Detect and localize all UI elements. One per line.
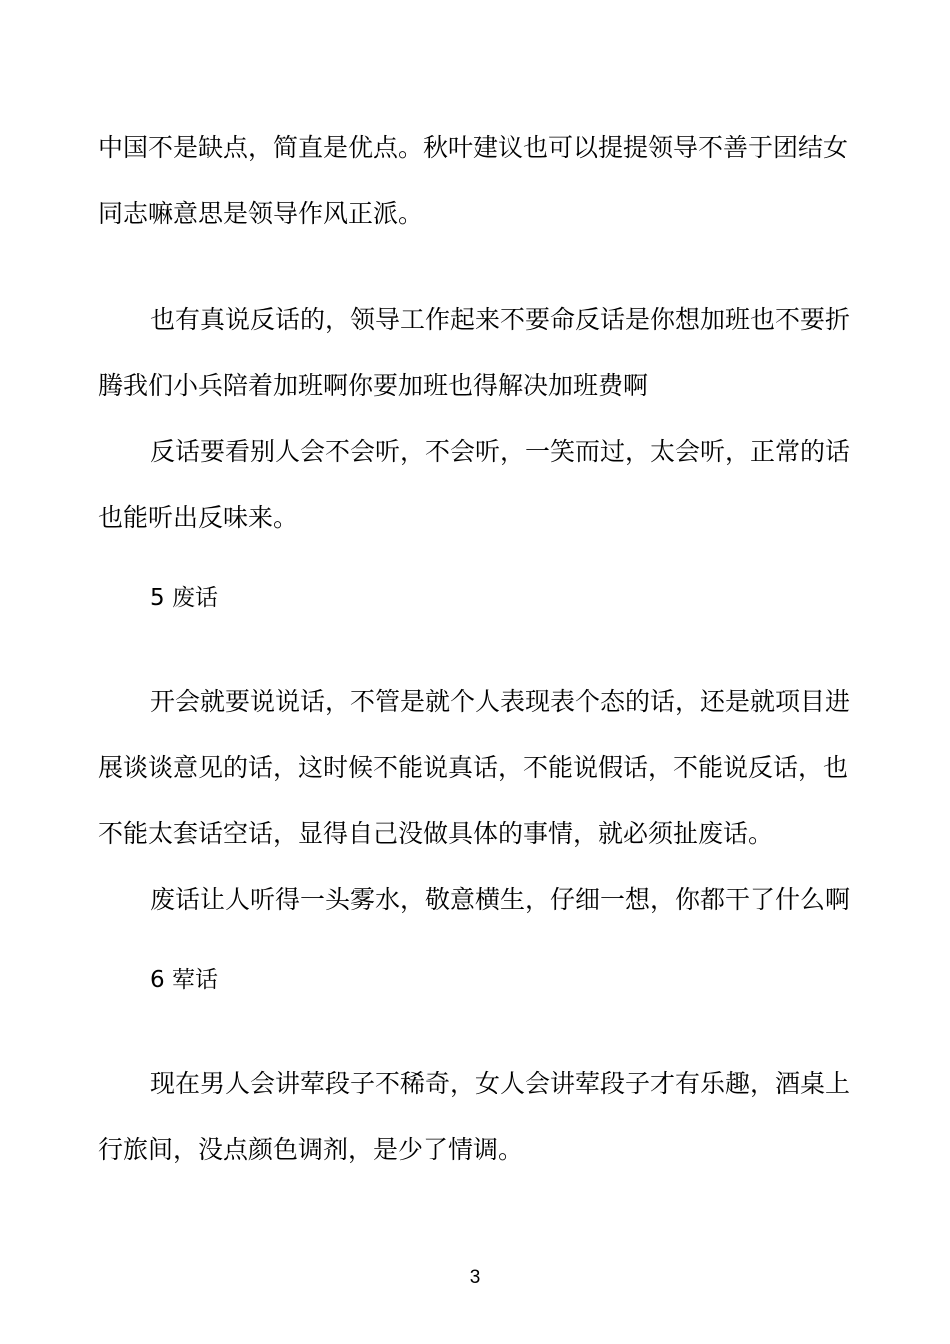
text-line-6: 也能听出反味来。 xyxy=(98,503,299,532)
section-heading-6: 6 荤话 xyxy=(150,967,218,993)
text-line-1: 中国不是缺点，简直是优点。秋叶建议也可以提提领导不善于团结女 xyxy=(98,133,849,162)
text-line-7: 开会就要说说话，不管是就个人表现表个态的话，还是就项目进 xyxy=(150,687,851,716)
section-heading-5: 5 废话 xyxy=(150,585,218,611)
text-line-8: 展谈谈意见的话，这时候不能说真话，不能说假话，不能说反话，也 xyxy=(98,753,849,782)
page-number: 3 xyxy=(469,1267,481,1288)
text-line-9: 不能太套话空话，显得自己没做具体的事情，就必须扯废话。 xyxy=(98,819,774,848)
text-line-10: 废话让人听得一头雾水，敬意横生，仔细一想，你都干了什么啊 xyxy=(150,885,851,914)
text-line-12: 行旅间，没点颜色调剂，是少了情调。 xyxy=(98,1135,524,1164)
text-line-11: 现在男人会讲荤段子不稀奇，女人会讲荤段子才有乐趣，酒桌上 xyxy=(150,1069,851,1098)
text-line-3: 也有真说反话的，领导工作起来不要命反话是你想加班也不要折 xyxy=(150,305,851,334)
text-line-4: 腾我们小兵陪着加班啊你要加班也得解决加班费啊 xyxy=(98,371,649,400)
text-line-2: 同志嘛意思是领导作风正派。 xyxy=(98,199,424,228)
text-line-5: 反话要看别人会不会听，不会听，一笑而过，太会听，正常的话 xyxy=(150,437,851,466)
